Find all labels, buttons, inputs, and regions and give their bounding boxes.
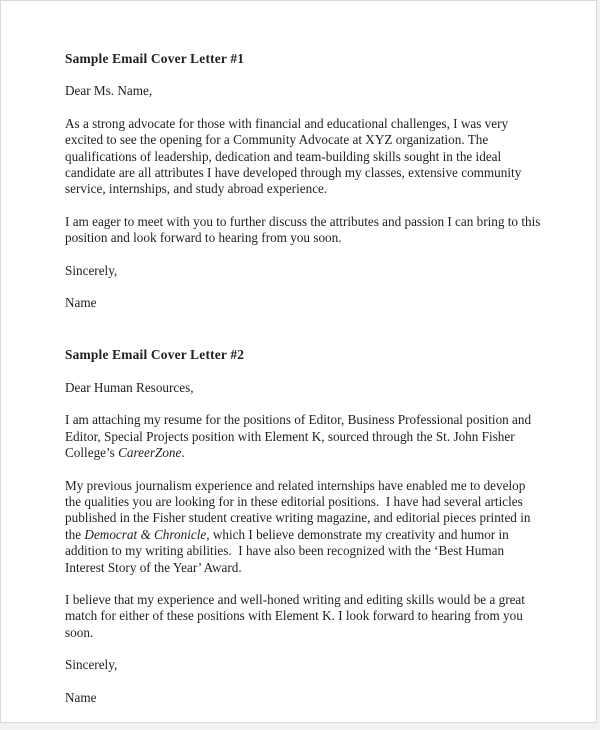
paragraph-text: I am eager to meet with you to further discuss the attributes and passion I can bring to this position and look forward to hearing from you soon. [65, 213, 544, 246]
paragraph-text: I believe that my experience and well-honed writing and editing skills would be a great match for either of these positions with Element K. I look forward to hearing from you soon. [65, 591, 529, 640]
letter-body [65, 412, 542, 641]
signature-name: Name [65, 295, 97, 311]
letter-body [65, 116, 542, 247]
page-content [1, 1, 596, 706]
italic-text: CareerZone [118, 445, 182, 461]
signature-name: Name [65, 689, 97, 705]
cover-letter-section-2 [65, 347, 542, 706]
cover-letter-section-1 [65, 51, 542, 311]
salutation: Dear Human Resources, [65, 379, 194, 395]
letter-title: Sample Email Cover Letter #2 [65, 347, 245, 363]
letter-paragraph [65, 214, 542, 247]
salutation: Dear Ms. Name, [65, 83, 153, 99]
closing: Sincerely, [65, 657, 118, 673]
closing: Sincerely, [65, 262, 118, 278]
paragraph-text: As a strong advocate for those with financial and educational challenges, I was very excited to see the opening for a Community Advocate at XYZ organization. The qualifications of leadership, dedication and team-building skills sought in the ideal candidate are all attributes I have developed through my classes, extensive community service, internships, and study abroad experience. [65, 115, 525, 197]
letter-paragraph [65, 478, 542, 576]
paragraph-text: I am attaching my resume for the positions of Editor, Business Professional position and Editor, Special Projects position with Element K, sourced through the St. John Fisher College’s [65, 412, 535, 461]
paragraph-text: My previous journalism experience and related internships have enabled me to develop the qualities you are looking for in these editorial positions. I have had several articles published in the Fisher student creative writing magazine, and editorial pieces printed in the [65, 477, 534, 542]
letter-paragraph [65, 592, 542, 641]
paragraph-text: , which I believe demonstrate my creativity and humor in addition to my writing abilities. I have also been recognized with the ‘Best Human Interest Story of the Year’ Award. [65, 526, 513, 575]
letter-title: Sample Email Cover Letter #1 [65, 51, 245, 66]
letter-paragraph [65, 412, 542, 461]
letter-paragraph [65, 116, 542, 198]
paragraph-text: . [181, 445, 185, 461]
italic-text: Democrat & Chronicle [84, 526, 207, 542]
